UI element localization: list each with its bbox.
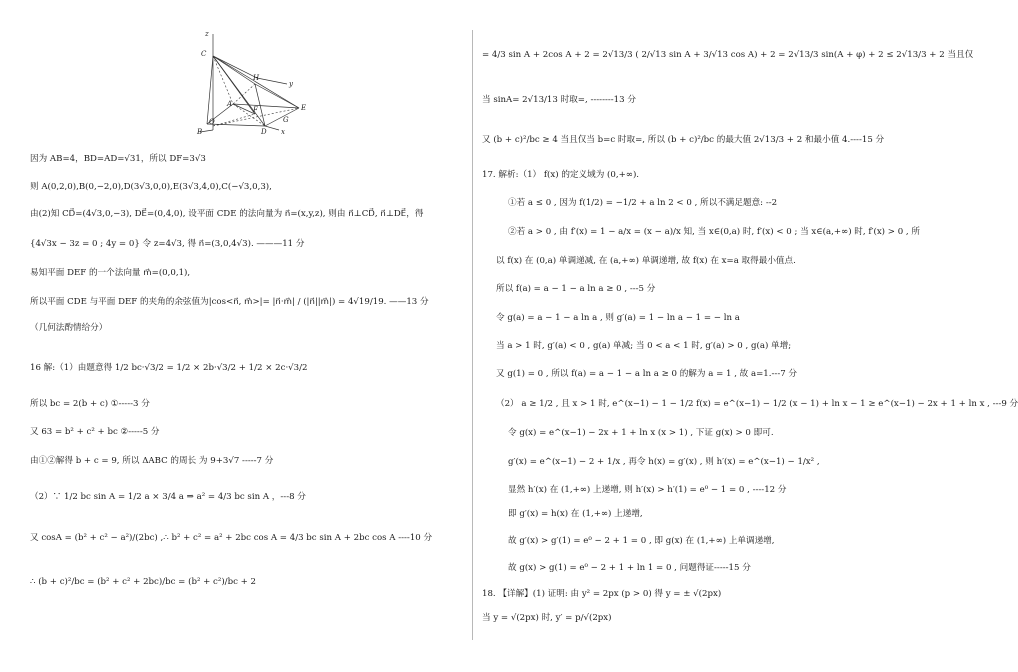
label-y: y xyxy=(289,80,293,88)
text-line: 所以 f(a) = a − 1 − a ln a ≥ 0 , ---5 分 xyxy=(496,284,656,294)
label-h: H xyxy=(253,74,260,82)
text-line: ∴ (b + c)²/bc = (b² + c² + 2bc)/bc = (b² + c²)/bc + 2 xyxy=(30,577,257,587)
text-line: 当 a > 1 时, g′(a) < 0 , g(a) 单减; 当 0 < a < 1 时, g′(a) > 0 , g(a) 单增; xyxy=(496,341,792,351)
text-line: 又 63 = b² + c² + bc ②-----5 分 xyxy=(30,427,160,437)
text-line: 故 g(x) > g(1) = e⁰ − 2 + 1 + ln 1 = 0 , 问题得证-----15 分 xyxy=(508,563,751,573)
text-line: 故 g′(x) > g′(1) = e⁰ − 2 + 1 = 0 , 即 g(x) 在 (1,+∞) 上单调递增, xyxy=(508,536,775,546)
text-line: （几何法酌情给分） xyxy=(30,323,108,333)
text-line: 17. 解析:（1） f(x) 的定义域为 (0,+∞). xyxy=(482,170,640,180)
text-line: 18. 【详解】(1) 证明: 由 y² = 2px (p > 0) 得 y = ± √(2px) xyxy=(482,589,722,599)
text-line: 又 cosA = (b² + c² − a²)/(2bc) ,∴ b² + c² = a² + 2bc cos A = 4/3 bc sin A + 2bc cos A ----10 分 xyxy=(30,533,433,543)
text-line: 以 f(x) 在 (0,a) 单调递减, 在 (a,+∞) 单调递增, 故 f(x) 在 x=a 取得最小值点. xyxy=(496,256,796,266)
left-column xyxy=(0,0,472,672)
text-line: {4√3x − 3z = 0 ; 4y = 0} 令 z=4√3, 得 n⃗=(3,0,4√3). ———11 分 xyxy=(30,239,305,249)
text-line: 当 y = √(2px) 时, y′ = p/√(2px) xyxy=(482,613,612,623)
geometry-figure xyxy=(195,26,313,136)
label-c: C xyxy=(201,50,207,58)
text-line: （2）∵ 1/2 bc sin A = 1/2 a × 3/4 a ⇒ a² = 4/3 bc sin A ，---8 分 xyxy=(30,492,306,502)
text-line: 由①②解得 b + c = 9, 所以 ΔABC 的周长 为 9+3√7 -----7 分 xyxy=(30,456,274,466)
text-line: 易知平面 DEF 的一个法向量 m⃗=(0,0,1), xyxy=(30,268,191,278)
text-line: 由(2)知 CD⃗=(4√3,0,−3), DE⃗=(0,4,0), 设平面 CDE 的法向量为 n⃗=(x,y,z), 则由 n⃗⊥CD⃗, n⃗⊥DE⃗，得 xyxy=(30,209,424,219)
text-line: = 4/3 sin A + 2cos A + 2 = 2√13/3 ( 2/√13 sin A + 3/√13 cos A) + 2 = 2√13/3 sin(A + φ) + 2 ≤ 2√13/3 + 2 当且仅 xyxy=(482,50,974,60)
label-d: D xyxy=(261,128,267,136)
text-line: 则 A(0,2,0),B(0,−2,0),D(3√3,0,0),E(3√3,4,0),C(−√3,0,3), xyxy=(30,182,272,192)
label-g: G xyxy=(283,116,289,124)
text-line: 令 g(x) = e^(x−1) − 2x + 1 + ln x (x > 1) , 下证 g(x) > 0 即可. xyxy=(508,428,774,438)
text-line: 因为 AB=4，BD=AD=√31，所以 DF=3√3 xyxy=(30,154,206,164)
text-line: 即 g′(x) = h(x) 在 (1,+∞) 上递增, xyxy=(508,509,643,519)
label-f: F xyxy=(253,106,258,114)
text-line: 显然 h′(x) 在 (1,+∞) 上递增, 则 h′(x) > h′(1) = e⁰ − 1 = 0 , ----12 分 xyxy=(508,485,787,495)
right-column xyxy=(476,0,1018,672)
text-line: 又 (b + c)²/bc ≥ 4 当且仅当 b=c 时取=, 所以 (b + c)²/bc 的最大值 2√13/3 + 2 和最小值 4.----15 分 xyxy=(482,135,885,145)
text-line: 16 解:（1）由题意得 1/2 bc·√3/2 = 1/2 × 2b·√3/2 + 1/2 × 2c·√3/2 xyxy=(30,363,308,373)
text-line: 当 sinA= 2√13/13 时取=, --------13 分 xyxy=(482,95,636,105)
label-z: z xyxy=(205,30,209,38)
text-line: 令 g(a) = a − 1 − a ln a , 则 g′(a) = 1 − ln a − 1 = − ln a xyxy=(496,313,740,323)
text-line: g′(x) = e^(x−1) − 2 + 1/x , 再令 h(x) = g′(x) , 则 h′(x) = e^(x−1) − 1/x² , xyxy=(508,457,820,467)
text-line: 所以 bc = 2(b + c) ①-----3 分 xyxy=(30,399,150,409)
label-e: E xyxy=(301,104,307,112)
label-x: x xyxy=(281,128,285,136)
label-a: A xyxy=(227,100,233,108)
text-line: ②若 a > 0 , 由 f′(x) = 1 − a/x = (x − a)/x 知, 当 x∈(0,a) 时, f′(x) < 0 ; 当 x∈(a,+∞) 时, f′(x) > 0 , 所 xyxy=(508,227,920,237)
label-o: O xyxy=(209,118,215,126)
label-b: B xyxy=(197,128,203,136)
text-line: ①若 a ≤ 0 , 因为 f(1/2) = −1/2 + a ln 2 < 0 , 所以不满足题意: --2 xyxy=(508,198,778,208)
text-line: 又 g(1) = 0 , 所以 f(a) = a − 1 − a ln a ≥ 0 的解为 a = 1 , 故 a=1.---7 分 xyxy=(496,369,798,379)
column-divider xyxy=(472,30,473,640)
text-line: 所以平面 CDE 与平面 DEF 的夹角的余弦值为|cos<n⃗, m⃗>|= |n⃗·m⃗| / (|n⃗||m⃗|) = 4√19/19. ——13 分 xyxy=(30,297,429,307)
text-line: （2） a ≥ 1/2 , 且 x > 1 时, e^(x−1) − 1 − 1/2 f(x) = e^(x−1) − 1/2 (x − 1) + ln x − 1 ≥ e^(x−1) − 2x + 1 + ln x , ---9 分 xyxy=(496,399,1018,409)
